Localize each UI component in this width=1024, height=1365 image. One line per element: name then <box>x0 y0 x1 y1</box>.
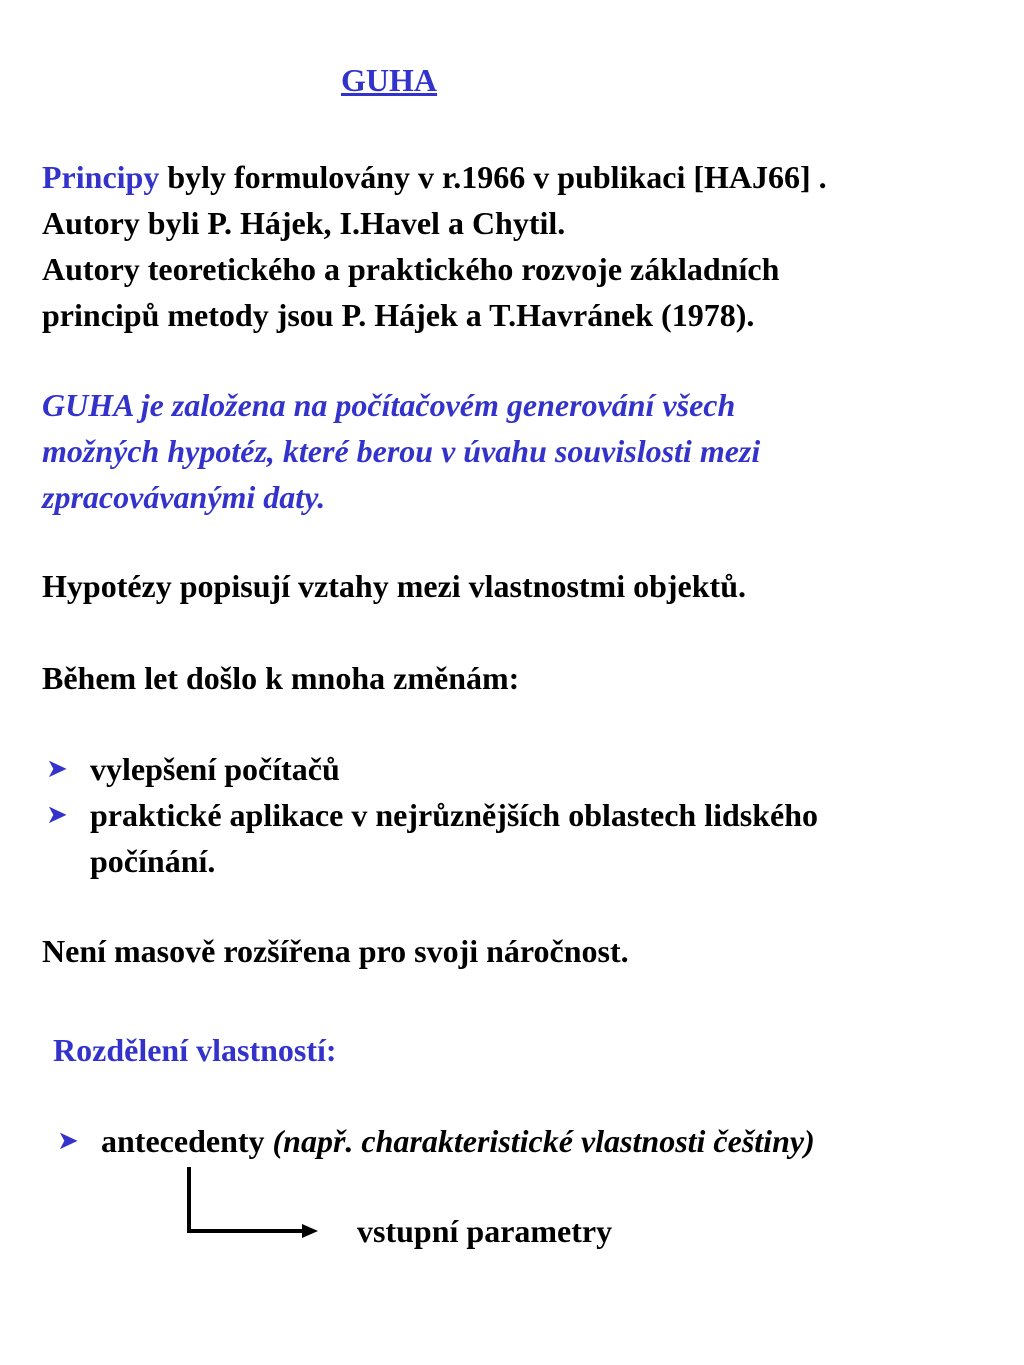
definition-line-3: zpracovávanými daty. <box>42 479 326 515</box>
list-item: praktické aplikace v nejrůznějších oblastech lidského <box>90 797 819 833</box>
arrowhead-bullet-icon: ➤ <box>46 754 68 784</box>
list-item-continuation: počínání. <box>90 843 216 879</box>
arrowhead-bullet-icon: ➤ <box>57 1126 79 1156</box>
antecedent-item <box>101 1121 815 1161</box>
elbow-arrow-icon <box>180 1165 320 1245</box>
definition-line-1: GUHA je založena na počítačovém generování všech <box>42 387 736 423</box>
list-item: vylepšení počítačů <box>90 751 340 787</box>
page-title: GUHA <box>341 62 437 98</box>
intro-line-2: Autory byli P. Hájek, I.Havel a Chytil. <box>42 205 566 241</box>
hypotheses-text: Hypotézy popisují vztahy mezi vlastnostmi objektů. <box>42 568 746 604</box>
antecedent-note: (např. charakteristické vlastnosti češtiny) <box>272 1123 815 1159</box>
definition-line-2: možných hypotéz, které berou v úvahu souvislosti mezi <box>42 433 761 469</box>
changes-heading: Během let došlo k mnoha změnám: <box>42 660 520 696</box>
intro-line-1-rest: byly formulovány v r.1966 v publikaci [HAJ66] . <box>159 159 827 195</box>
arrow-target-text: vstupní parametry <box>357 1213 613 1249</box>
not-widespread-text: Není masově rozšířena pro svoji náročnost. <box>42 933 629 969</box>
antecedent-label: antecedenty <box>101 1123 273 1159</box>
arrowhead-bullet-icon: ➤ <box>46 800 68 830</box>
intro-line-1 <box>42 157 827 197</box>
intro-line-4: principů metody jsou P. Hájek a T.Havránek (1978). <box>42 297 755 333</box>
properties-heading: Rozdělení vlastností: <box>53 1032 337 1068</box>
principles-highlight: Principy <box>42 159 160 195</box>
intro-line-3: Autory teoretického a praktického rozvoje základních <box>42 251 780 287</box>
